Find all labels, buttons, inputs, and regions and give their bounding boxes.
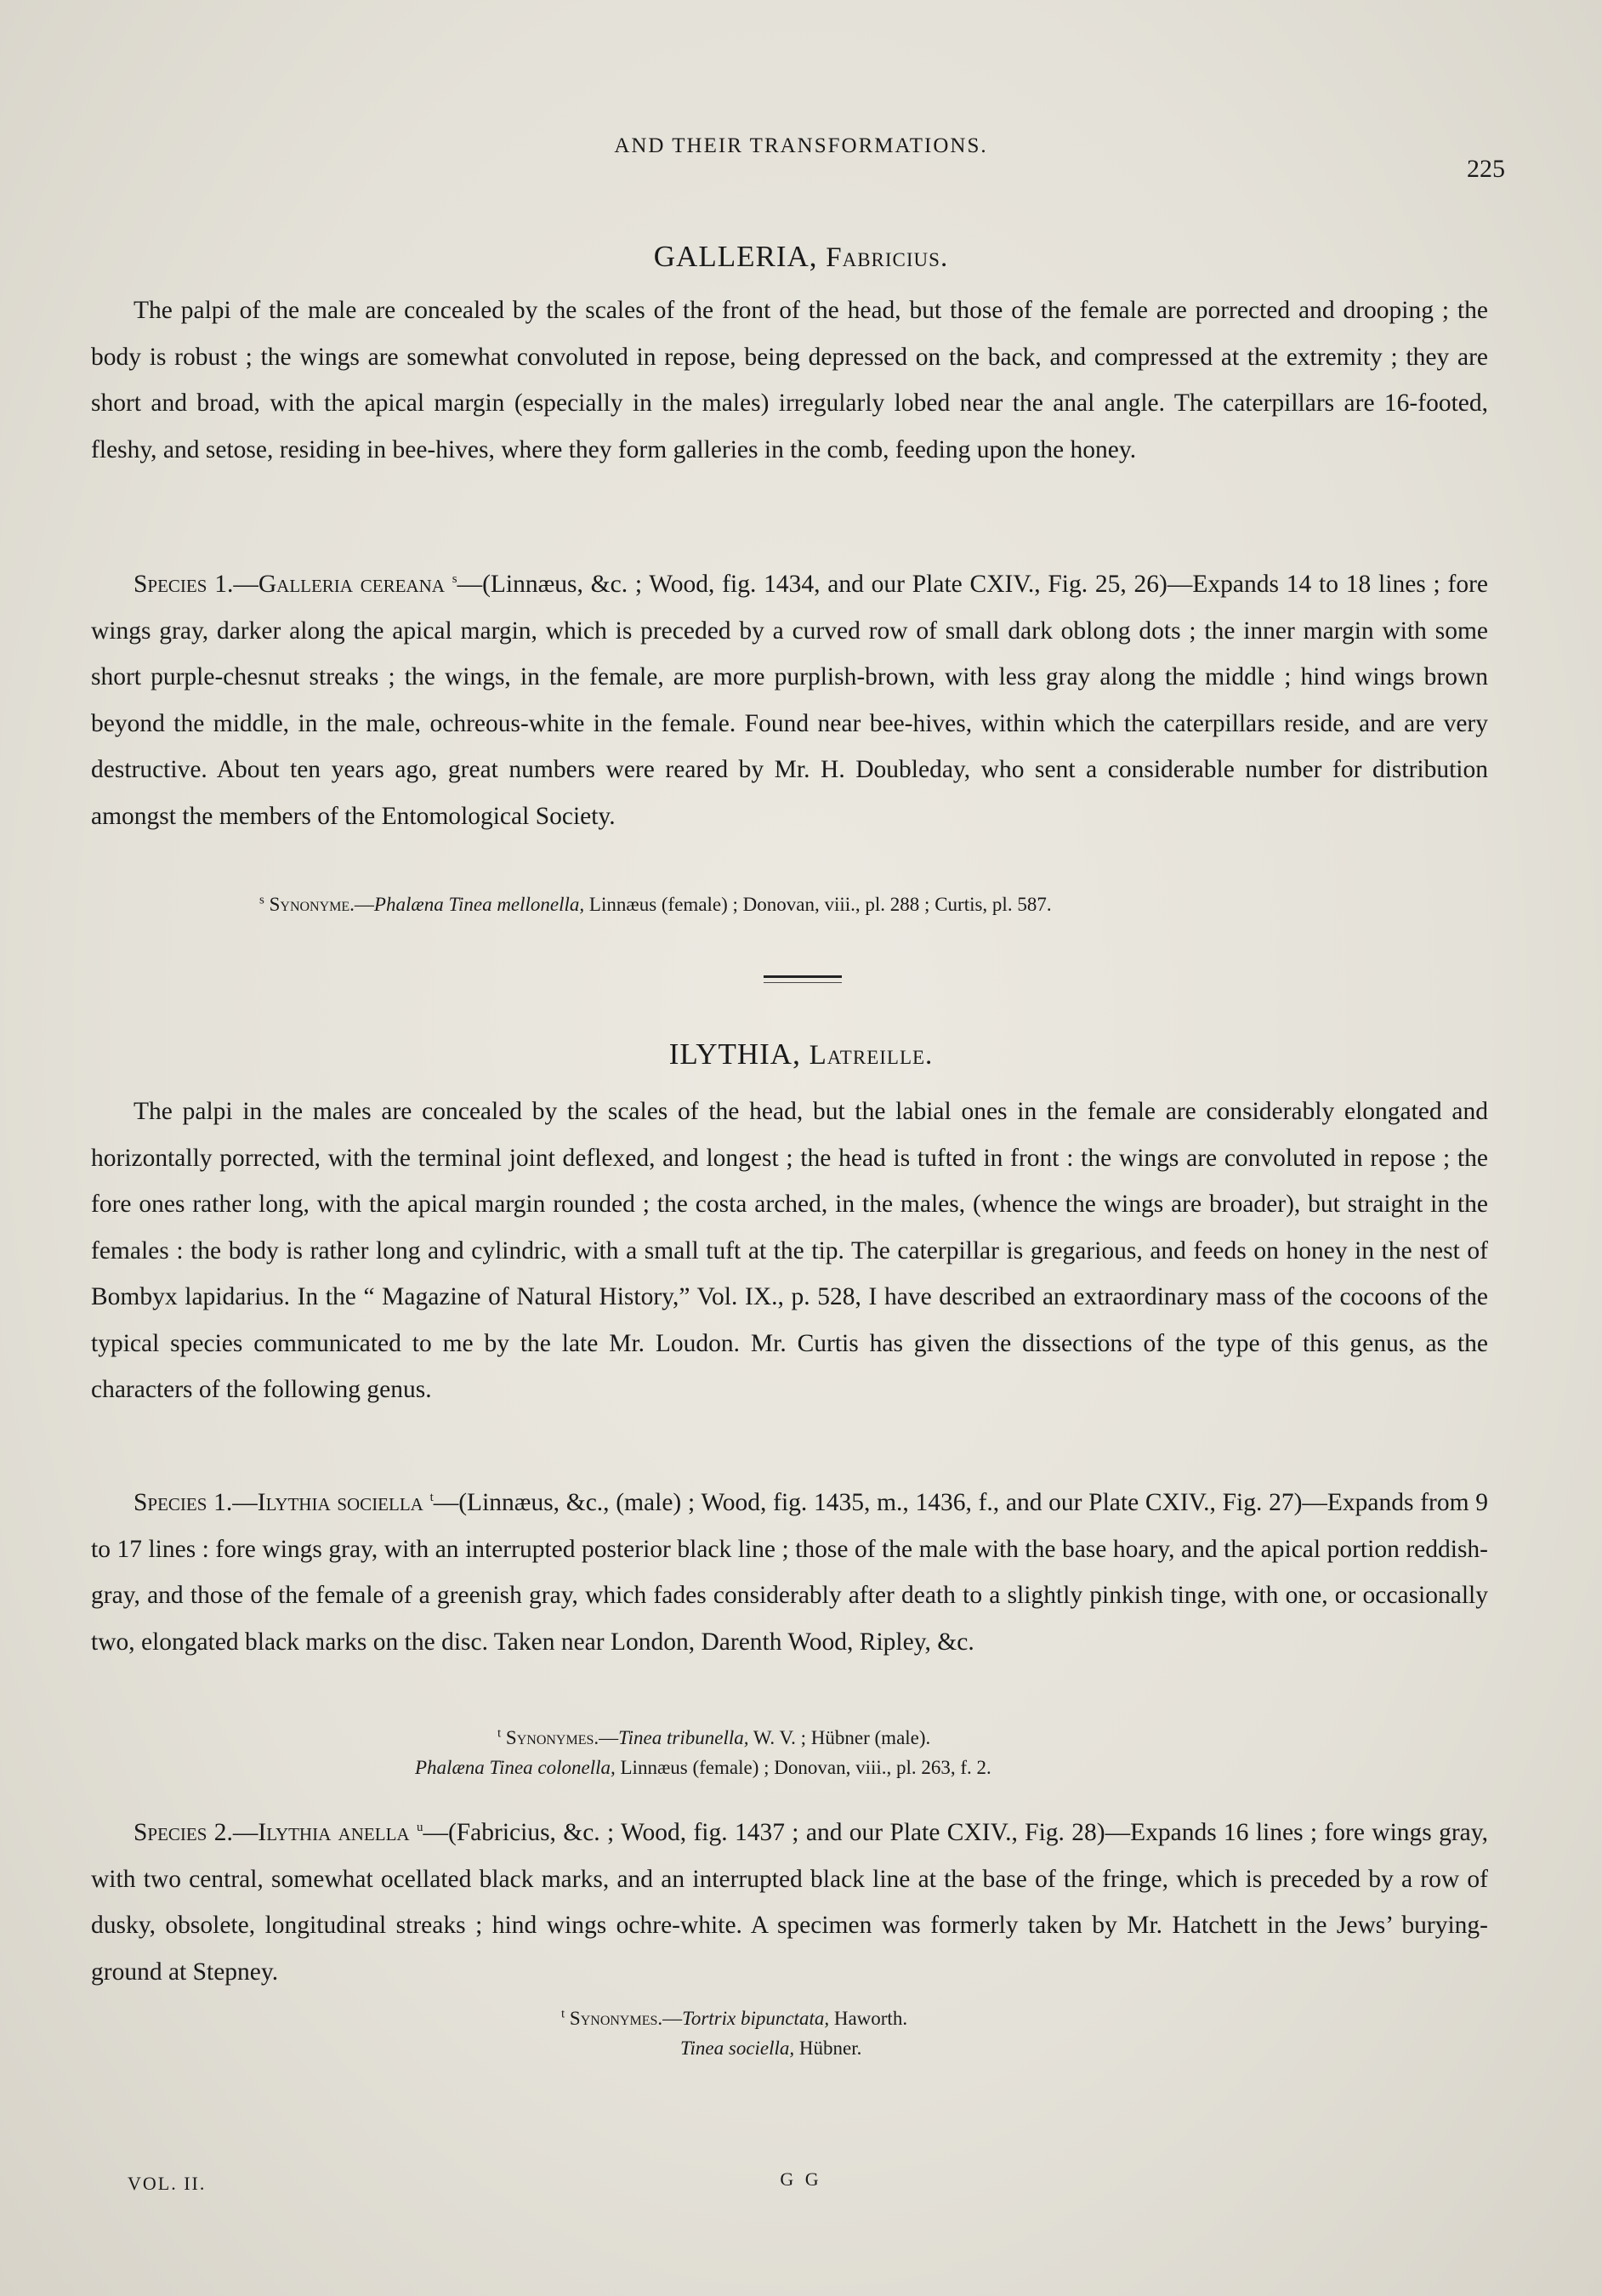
species-text: —(Fabricius, &c. ; Wood, fig. 1437 ; and our Plate CXIV., Fig. 28)—Expands 16 lines ; fore wings gray, with two central, somewhat ocellated black marks, and an interrupted black line at the base of the fringe, which is preceded by a row of dusky, obsolete, longitudinal streaks ; hind wings ochre-white. A specimen was formerly taken by Mr. Hatchett in the Jews’ burying-ground at Stepney. — [91, 1819, 1488, 1986]
galleria-cereana-footnote — [259, 889, 1052, 921]
footnote-mark: t — [429, 1491, 434, 1505]
footnote-reference: Linnæus (female) ; Donovan, viii., pl. 263, f. 2. — [615, 1757, 991, 1778]
species-lead: Species 2.— — [134, 1819, 258, 1846]
galleria-cereana-entry — [91, 561, 1488, 839]
species-text: —(Linnæus, &c. ; Wood, fig. 1434, and our Plate CXIV., Fig. 25, 26)—Expands 14 to 18 lines ; fore wings gray, darker along the apical margin, which is preceded by a curved row of small dark oblong dots ; the inner margin with some short purple-chesnut streaks ; the wings, in the female, are more purplish-brown, with less gray along the middle ; hind wings brown beyond the middle, in the male, ochreous-white in the female. Found near bee-hives, within which the caterpillars reside, and are very destructive. About ten years ago, great numbers were reared by Mr. H. Doubleday, who sent a considerable number for distribution amongst the members of the Entomological Society. — [91, 571, 1489, 830]
footnote-mark: t — [497, 1726, 502, 1741]
species-text: —(Linnæus, &c., (male) ; Wood, fig. 1435, m., 1436, f., and our Plate CXIV., Fig. 27)—Expands from 9 to 17 lines : fore wings gray, with an interrupted posterior black line ; those of the male with the base hoary, and the apical portion reddish-gray, and those of the female of a greenish gray, which fades considerably after death to a slightly pinkish tinge, with one, or occasionally two, elongated black marks on the disc. Taken near London, Darenth Wood, Ripley, &c. — [91, 1489, 1489, 1656]
footnote-synonym: Tortrix bipunctata, — [682, 2008, 830, 2029]
footnote-reference: Linnæus (female) ; Donovan, viii., pl. 288 ; Curtis, pl. 587. — [584, 894, 1052, 915]
ilythia-heading — [0, 1037, 1602, 1071]
volume-label: VOL. II. — [128, 2173, 207, 2194]
footnote-synonym: Tinea sociella, — [680, 2037, 795, 2059]
footnote-synonym: Tinea tribunella, — [618, 1727, 749, 1748]
species-name: Galleria cereana — [258, 571, 445, 598]
galleria-title: GALLERIA, — [653, 240, 818, 273]
footnote-mark: s — [259, 893, 264, 907]
ilythia-sociella-entry — [91, 1480, 1488, 1665]
species-name: Ilythia anella — [258, 1819, 410, 1846]
page-number: 225 — [1467, 155, 1505, 183]
footnote-synonym: Phalæna Tinea colonella, — [415, 1757, 616, 1778]
footnote-reference: Hübner. — [794, 2037, 862, 2059]
signature-mark: G G — [780, 2168, 822, 2190]
ilythia-author: Latreille. — [809, 1040, 934, 1071]
footnote-label: Synonymes.— — [505, 1727, 619, 1748]
galleria-author: Fabricius. — [826, 242, 949, 273]
footnote-label: Synonyme.— — [269, 894, 374, 915]
galleria-description: The palpi of the male are concealed by the scales of the front of the head, but those of the female are porrected and drooping ; the body is robust ; the wings are somewhat convoluted in repose, being depressed on the back, and compressed at the extremity ; they are short and broad, with the apical margin (especially in the males) irregularly lobed near the anal angle. The caterpillars are 16-footed, fleshy, and setose, residing in bee-hives, where they form galleries in the comb, feeding upon the honey. — [91, 297, 1488, 463]
footnote-reference: Haworth. — [829, 2008, 908, 2029]
ilythia-anella-entry — [91, 1810, 1488, 1995]
ilythia-sociella-footnote-line1 — [497, 1722, 930, 1754]
species-lead: Species 1.— — [134, 1489, 258, 1516]
ilythia-anella-footnote-line1 — [561, 2003, 907, 2035]
section-divider-thin — [764, 982, 842, 983]
species-name: Ilythia sociella — [257, 1489, 423, 1516]
footnote-mark: t — [561, 2007, 565, 2021]
species-lead: Species 1.— — [134, 571, 258, 598]
footnote-reference: W. V. ; Hübner (male). — [748, 1727, 931, 1748]
section-divider — [764, 975, 842, 978]
footnote-label: Synonymes.— — [569, 2008, 683, 2029]
ilythia-sociella-footnote-line2 — [415, 1752, 991, 1784]
galleria-heading — [0, 240, 1602, 274]
footnote-synonym: Phalæna Tinea mellonella, — [373, 894, 585, 915]
ilythia-description: The palpi in the males are concealed by the scales of the head, but the labial ones in the female are considerably elongated and horizontally porrected, with the terminal joint deflexed, and longest ; the head is tufted in front : the wings are convoluted in repose ; the fore ones rather long, with the apical margin rounded ; the costa arched, in the males, (whence the wings are broader), but straight in the females : the body is rather long and cylindric, with a small tuft at the tip. The caterpillar is gregarious, and feeds on honey in the nest of Bombyx lapidarius. In the “ Magazine of Natural History,” Vol. IX., p. 528, I have described an extraordinary mass of the cocoons of the typical species communicated to me by the late Mr. Loudon. Mr. Curtis has given the dissections of the type of this genus, as the characters of the following genus. — [91, 1098, 1488, 1403]
running-head: AND THEIR TRANSFORMATIONS. — [614, 134, 988, 157]
footnote-mark: s — [452, 572, 457, 587]
footnote-mark: u — [416, 1821, 423, 1835]
ilythia-title: ILYTHIA, — [668, 1037, 801, 1071]
ilythia-anella-footnote-line2 — [680, 2032, 861, 2065]
